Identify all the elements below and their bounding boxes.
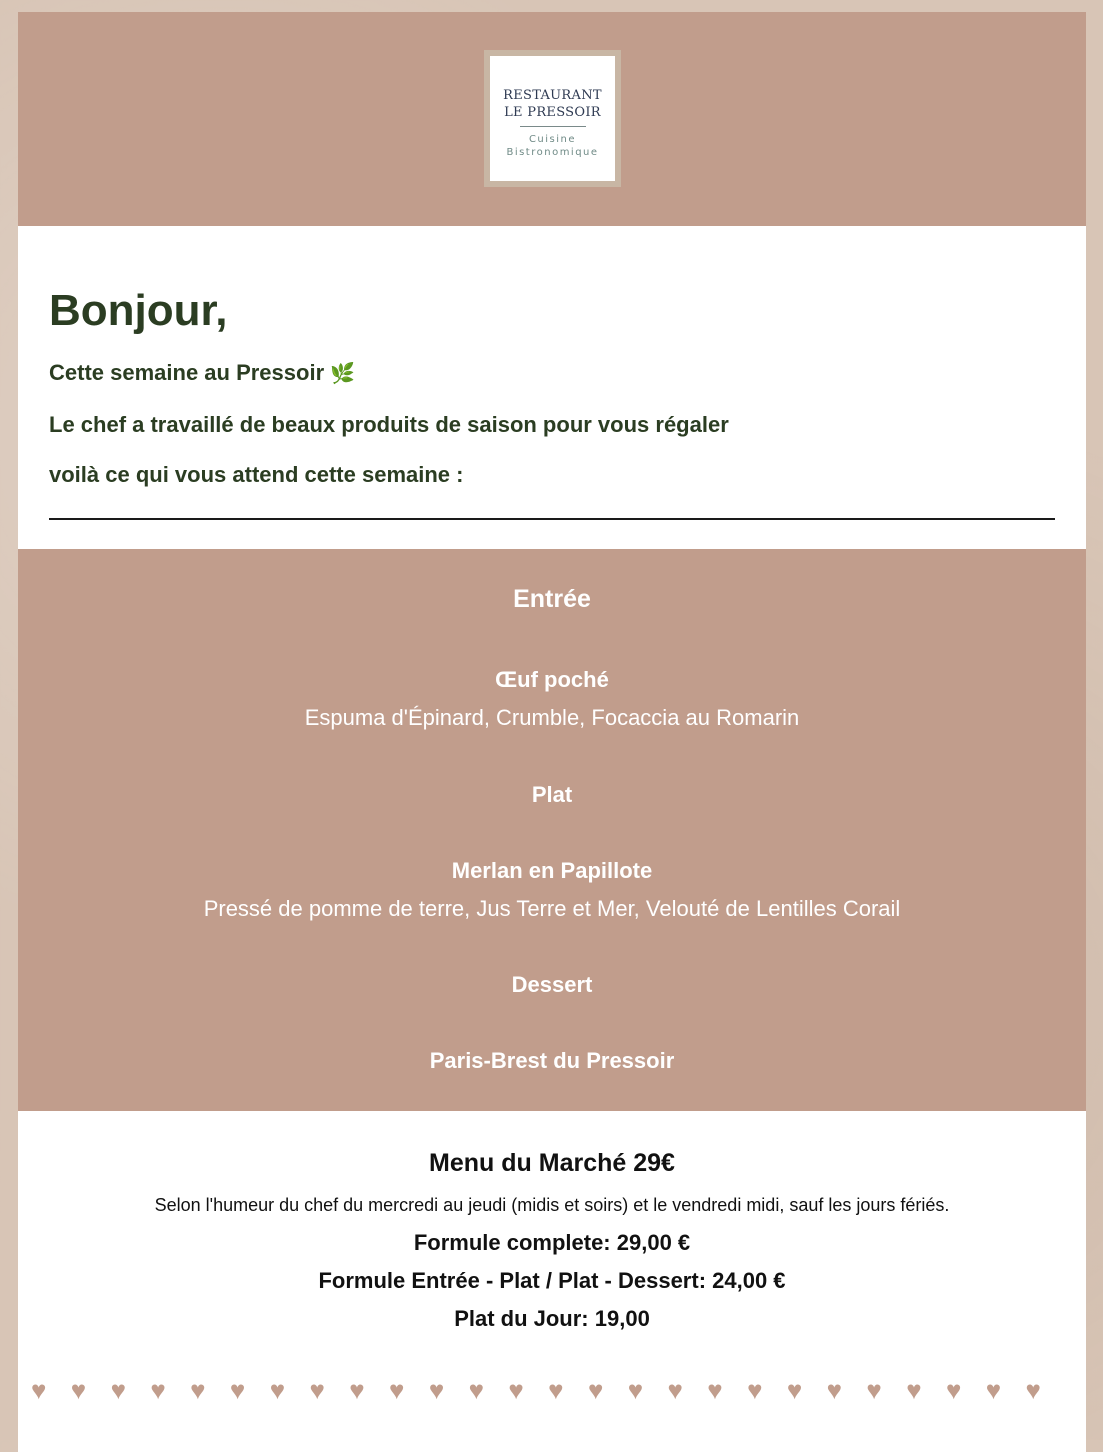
section-divider xyxy=(49,518,1055,520)
heart-icon: ♥ xyxy=(508,1375,524,1405)
intro-line-week-text: Cette semaine au Pressoir xyxy=(49,360,325,385)
heart-icon: ♥ xyxy=(985,1375,1002,1405)
heart-icon: ♥ xyxy=(548,1375,564,1405)
greeting-heading: Bonjour, xyxy=(49,286,228,335)
heart-icon: ♥ xyxy=(110,1375,126,1405)
heart-icon: ♥ xyxy=(389,1375,405,1405)
heart-icon: ♥ xyxy=(587,1375,604,1405)
heart-icon: ♥ xyxy=(428,1375,445,1405)
formula-price-complete: Formule complete: 29,00 € xyxy=(413,1230,691,1255)
heart-icon: ♥ xyxy=(229,1375,246,1405)
intro-line-chef: Le chef a travaillé de beaux produits de saison pour vous régaler xyxy=(49,412,729,437)
heart-icon: ♥ xyxy=(826,1375,843,1405)
logo-subtitle-cuisine: Cuisine xyxy=(528,134,577,145)
header-banner xyxy=(18,12,1086,226)
dish-name-dessert: Paris-Brest du Pressoir xyxy=(429,1048,675,1073)
heart-icon: ♥ xyxy=(786,1375,803,1405)
heart-icon: ♥ xyxy=(468,1375,485,1405)
hearts-decoration xyxy=(31,1375,1041,1405)
dish-name-plat: Merlan en Papillote xyxy=(451,858,653,883)
course-title-dessert: Dessert xyxy=(511,972,593,997)
heart-icon: ♥ xyxy=(945,1375,962,1405)
heart-icon: ♥ xyxy=(31,1375,47,1405)
heart-icon: ♥ xyxy=(70,1375,87,1405)
logo-text-restaurant: RESTAURANT xyxy=(503,88,602,103)
heart-icon: ♥ xyxy=(309,1375,325,1405)
course-title-plat: Plat xyxy=(531,782,573,807)
formula-price-plat-du-jour: Plat du Jour: 19,00 xyxy=(454,1306,650,1331)
dish-desc-plat: Pressé de pomme de terre, Jus Terre et Mer, Velouté de Lentilles Corail xyxy=(203,896,901,921)
heart-icon: ♥ xyxy=(269,1375,286,1405)
intro-line-awaits: voilà ce qui vous attend cette semaine : xyxy=(49,462,464,487)
heart-icon: ♥ xyxy=(866,1375,882,1405)
heart-icon: ♥ xyxy=(349,1375,365,1405)
heart-icon: ♥ xyxy=(707,1375,723,1405)
weekly-menu xyxy=(18,549,1086,1111)
heart-icon: ♥ xyxy=(190,1375,206,1405)
intro-section xyxy=(18,226,1086,549)
formula-price-two-courses: Formule Entrée - Plat / Plat - Dessert: 24,00 € xyxy=(318,1268,786,1293)
heart-icon: ♥ xyxy=(747,1375,763,1405)
heart-icon: ♥ xyxy=(627,1375,644,1405)
intro-line-week xyxy=(49,359,1055,388)
heart-icon: ♥ xyxy=(1025,1375,1041,1405)
heart-icon: ♥ xyxy=(150,1375,166,1405)
dish-name-entree: Œuf poché xyxy=(495,667,609,692)
restaurant-logo xyxy=(484,50,621,187)
logo-rule xyxy=(520,126,586,127)
formula-description: Selon l'humeur du chef du mercredi au jeudi (midis et soirs) et le vendredi midi, sauf les jours fériés. xyxy=(154,1195,950,1215)
dish-desc-entree: Espuma d'Épinard, Crumble, Focaccia au Romarin xyxy=(304,705,800,730)
logo-text-name: LE PRESSOIR xyxy=(504,105,601,120)
course-title-entree: Entrée xyxy=(513,585,591,613)
herb-icon: 🌿 xyxy=(330,363,356,385)
logo-inner xyxy=(490,56,615,181)
formula-title: Menu du Marché 29€ xyxy=(429,1149,675,1177)
heart-icon: ♥ xyxy=(667,1375,683,1405)
logo-subtitle-bistronomique: Bistronomique xyxy=(506,147,599,158)
newsletter-email xyxy=(18,12,1086,1452)
heart-icon: ♥ xyxy=(906,1375,922,1405)
